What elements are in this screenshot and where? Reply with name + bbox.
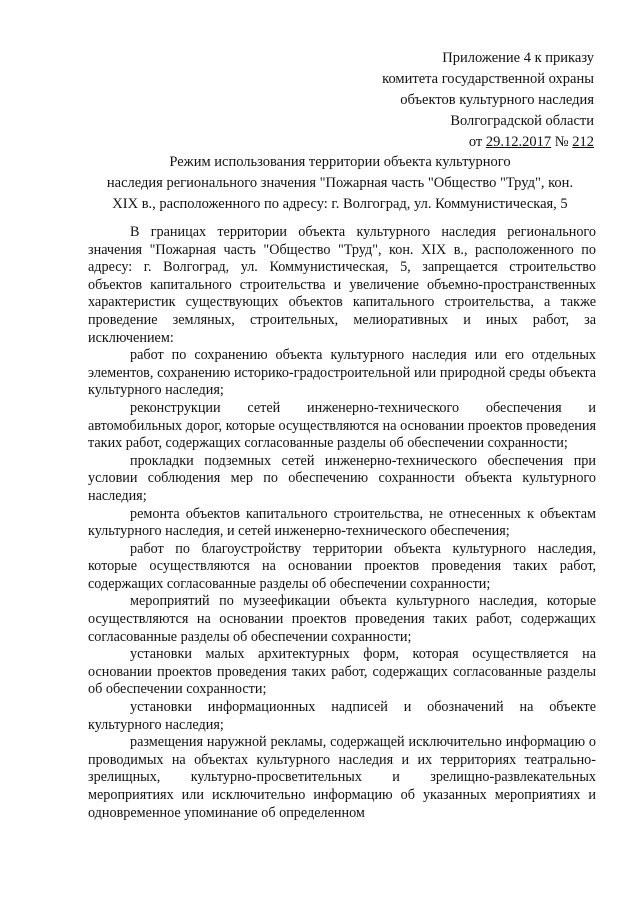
number-sign: № bbox=[551, 134, 573, 150]
annex-line-2: комитета государственной охраны bbox=[382, 71, 594, 87]
paragraph-item: мероприятий по музеефикации объекта культурного наследия, которые осуществляются на основании проектов проведения таких работ, содержащих согласованные разделы об обеспечении сохранности; bbox=[88, 593, 596, 645]
paragraph-item: прокладки подземных сетей инженерно-технического обеспечения при условии соблюдения мер по обеспечению сохранности объекта культурного наследия; bbox=[88, 452, 596, 504]
paragraph-intro: В границах территории объекта культурного наследия регионального значения "Пожарная часть "Общество "Труд", кон. XIX в., расположенного по адресу: г. Волгоград, ул. Коммунистическая, 5, запрещается строительство объектов капитального строительства и увеличение объемно-пространственных характеристик существующих объектов капитального строительства, а также проведение земляных, строительных, мелиоративных и иных работ, за исключением: bbox=[88, 224, 596, 346]
annex-line-4: Волгоградской области bbox=[450, 113, 594, 129]
annex-header bbox=[382, 48, 594, 153]
annex-line-1: Приложение 4 к приказу bbox=[442, 50, 594, 66]
paragraph-item: размещения наружной рекламы, содержащей исключительно информацию о проводимых на объектах культурного наследия и их территориях театрально-зрелищных, культурно-просветительных и зрелищно-развлекательных мероприятиях или исключительно информацию об указанных мероприятиях и одновременное упоминание об определенном bbox=[88, 734, 596, 821]
paragraph-item: установки информационных надписей и обозначений на объекте культурного наследия; bbox=[88, 699, 596, 733]
document-body bbox=[88, 224, 596, 822]
order-number: 212 bbox=[572, 134, 594, 150]
title-line-1: Режим использования территории объекта культурного bbox=[169, 154, 511, 170]
document-title bbox=[80, 152, 600, 215]
paragraph-item: работ по сохранению объекта культурного наследия или его отдельных элементов, сохранению историко-градостроительной или природной среды объекта культурного наследия; bbox=[88, 347, 596, 399]
order-date: 29.12.2017 bbox=[485, 134, 552, 150]
annex-date-prefix: от bbox=[468, 134, 486, 150]
paragraph-item: установки малых архитектурных форм, которая осуществляется на основании проектов проведения таких работ, содержащих согласованные разделы об обеспечении сохранности; bbox=[88, 646, 596, 698]
annex-line-3: объектов культурного наследия bbox=[400, 92, 594, 108]
paragraph-item: ремонта объектов капитального строительства, не отнесенных к объектам культурного наследия, и сетей инженерно-технического обеспечения; bbox=[88, 505, 596, 540]
title-line-3: XIX в., расположенного по адресу: г. Волгоград, ул. Коммунистическая, 5 bbox=[112, 196, 568, 212]
annex-line-5 bbox=[382, 132, 594, 153]
title-line-2: наследия регионального значения "Пожарная часть "Общество "Труд", кон. bbox=[106, 175, 574, 191]
paragraph-item: работ по благоустройству территории объекта культурного наследия, которые осуществляются на основании проектов проведения таких работ, содержащих согласованные разделы об обеспечении сохранности; bbox=[88, 540, 596, 592]
paragraph-item: реконструкции сетей инженерно-технического обеспечения и автомобильных дорог, которые осуществляются на основании проектов проведения таких работ, содержащих согласованные разделы об обеспечении сохранности; bbox=[88, 399, 596, 452]
